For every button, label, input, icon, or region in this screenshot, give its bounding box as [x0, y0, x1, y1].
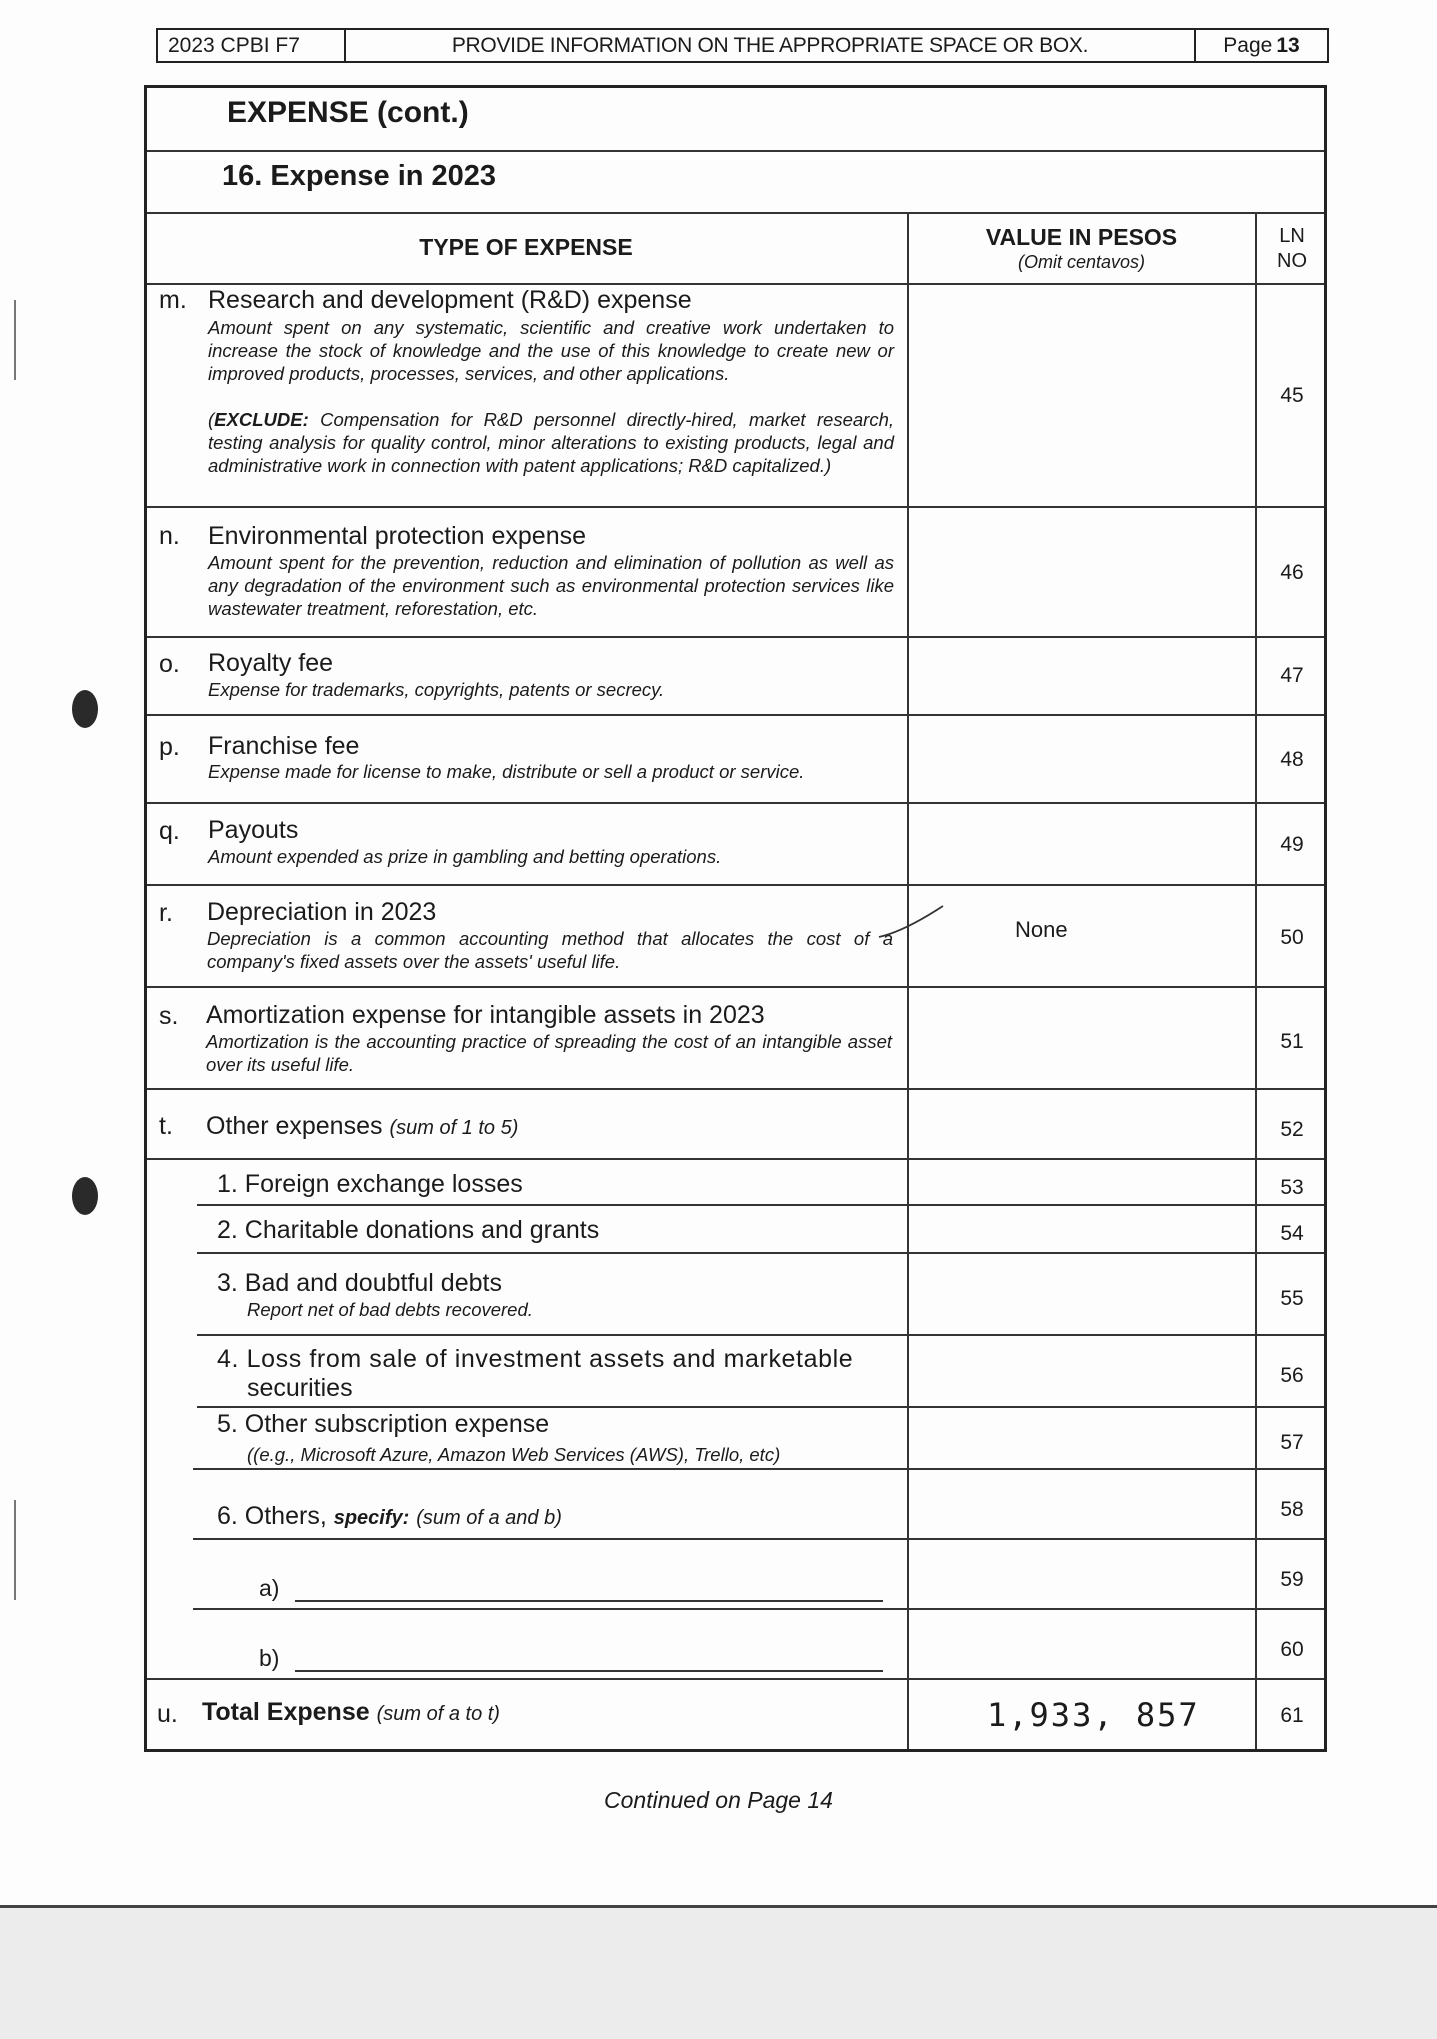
- ln-60: 60: [1280, 1638, 1304, 1661]
- row-title-environmental: Environmental protection expense: [208, 522, 587, 550]
- total-expense-note: (sum of a to t): [376, 1703, 500, 1725]
- others-note: (sum of a and b): [416, 1507, 562, 1529]
- form-id: 2023 CPBI F7: [158, 30, 346, 61]
- row-title-charitable: 2. Charitable donations and grants: [217, 1216, 600, 1244]
- column-header-type: TYPE OF EXPENSE: [419, 234, 633, 260]
- ln-61: 61: [1280, 1704, 1304, 1727]
- row-letter: u.: [157, 1700, 178, 1728]
- instruction-text: PROVIDE INFORMATION ON THE APPROPRIATE SPACE OR BOX.: [346, 30, 1196, 61]
- continued-note: Continued on Page 14: [604, 1787, 833, 1813]
- ln-45: 45: [1280, 384, 1304, 407]
- form-header: [156, 28, 1329, 63]
- page-label: Page: [1223, 33, 1273, 57]
- binder-hole-bottom: [72, 1177, 98, 1215]
- scan-edge-mark: [0, 300, 16, 380]
- value-input-loss-investment[interactable]: [909, 1336, 1253, 1406]
- value-input-payouts[interactable]: [909, 804, 1253, 884]
- row-desc-royalty: Expense for trademarks, copyrights, patents or secrecy.: [208, 679, 665, 700]
- value-input-bad-debts[interactable]: [909, 1254, 1253, 1334]
- column-header-ln: [1257, 224, 1327, 274]
- row-desc-bad-debts: Report net of bad debts recovered.: [247, 1299, 533, 1320]
- ln-47: 47: [1280, 664, 1304, 687]
- ln-52: 52: [1280, 1118, 1304, 1141]
- row-desc-payouts: Amount expended as prize in gambling and betting operations.: [208, 846, 722, 867]
- row-title-payouts: Payouts: [208, 816, 299, 844]
- page-indicator: [1196, 30, 1327, 61]
- divider: [147, 212, 1324, 214]
- value-input-a[interactable]: [909, 1540, 1253, 1608]
- specify-line-a[interactable]: [295, 1600, 883, 1602]
- row-title-bad-debts: 3. Bad and doubtful debts: [217, 1269, 502, 1297]
- ln-51: 51: [1280, 1030, 1304, 1053]
- row-title-others: [217, 1502, 562, 1531]
- others-label: 6. Others,: [217, 1502, 327, 1530]
- other-expenses-note: (sum of 1 to 5): [389, 1117, 519, 1139]
- divider: [147, 283, 1324, 285]
- scan-bottom-edge: [0, 1905, 1437, 2039]
- total-expense-title: Total Expense: [202, 1698, 370, 1726]
- value-input-amortization[interactable]: [909, 988, 1253, 1088]
- row-desc-depreciation: Depreciation is a common accounting method that allocates the cost of a company's fixed assets over the assets' useful life.: [207, 928, 893, 972]
- subscription-examples: (e.g., Microsoft Azure, Amazon Web Services (AWS), Trello, etc): [253, 1444, 781, 1465]
- value-input-other-expenses[interactable]: [909, 1090, 1253, 1158]
- row-letter: q.: [159, 817, 180, 845]
- row-letter: o.: [159, 650, 180, 678]
- row-letter: m.: [159, 286, 187, 314]
- column-header-value: VALUE IN PESOS: [985, 224, 1178, 250]
- value-input-others[interactable]: [909, 1470, 1253, 1538]
- subsection-title: 16. Expense in 2023: [222, 160, 497, 192]
- binder-hole-top: [72, 690, 98, 728]
- scan-edge-mark: [0, 1500, 16, 1600]
- specify-line-b[interactable]: [295, 1670, 883, 1672]
- others-specify: specify:: [333, 1507, 410, 1529]
- row-letter: r.: [159, 899, 173, 927]
- row-desc-subscription: ((e.g., Microsoft Azure, Amazon Web Services (AWS), Trello, etc): [247, 1444, 781, 1465]
- row-label-a: a): [259, 1575, 280, 1601]
- value-input-charitable[interactable]: [909, 1206, 1253, 1252]
- row-divider: [147, 884, 1324, 886]
- exclude-text: Compensation for R&D personnel directly-hired, market research, testing analysis for quality control, minor alterations to existing products, legal and administrative work in connection with patent applications; R&D capitalized.): [208, 409, 894, 476]
- row-title-rd: Research and development (R&D) expense: [208, 286, 692, 314]
- row-title-amortization: Amortization expense for intangible assets in 2023: [206, 1001, 765, 1029]
- ln-58: 58: [1280, 1498, 1304, 1521]
- row-letter: s.: [159, 1002, 179, 1030]
- row-title-loss-investment-cont: securities: [247, 1374, 353, 1402]
- column-header-value-note: (Omit centavos): [1017, 252, 1146, 272]
- ln-46: 46: [1280, 561, 1304, 584]
- ln-59: 59: [1280, 1568, 1304, 1591]
- ln-55: 55: [1280, 1287, 1304, 1310]
- expense-form-table: [144, 85, 1327, 1752]
- handwritten-check-stroke: [877, 903, 947, 943]
- row-desc-rd: Amount spent on any systematic, scientific and creative work undertaken to increase the stock of knowledge and the use of this knowledge to create new or improved products, processes, services, and other applications.: [208, 317, 894, 384]
- row-letter: n.: [159, 522, 180, 550]
- row-title-royalty: Royalty fee: [208, 649, 334, 677]
- value-input-subscription[interactable]: [909, 1408, 1253, 1468]
- value-input-royalty[interactable]: [909, 638, 1253, 714]
- ln-50: 50: [1280, 926, 1304, 949]
- ln-header-line1: LN: [1279, 225, 1305, 247]
- row-label-b: b): [259, 1645, 280, 1671]
- other-expenses-title: Other expenses: [206, 1112, 383, 1140]
- row-divider: [147, 1678, 1324, 1680]
- exclude-label: EXCLUDE:: [214, 409, 309, 430]
- divider: [147, 150, 1324, 152]
- value-input-franchise[interactable]: [909, 716, 1253, 802]
- row-title-total-expense: [202, 1698, 500, 1727]
- ln-54: 54: [1280, 1222, 1304, 1245]
- row-title-other-expenses: [206, 1112, 518, 1141]
- ln-53: 53: [1280, 1176, 1304, 1199]
- ln-48: 48: [1280, 748, 1304, 771]
- value-input-rd[interactable]: [909, 286, 1253, 506]
- row-exclude-rd: (EXCLUDE: Compensation for R&D personnel directly-hired, market research, testing analysis for quality control, minor alterations to existing products, legal and administrative work in connection with patent applications; R&D capitalized.): [208, 409, 894, 476]
- total-expense-value[interactable]: 1,933, 857: [987, 1696, 1200, 1734]
- ln-56: 56: [1280, 1364, 1304, 1387]
- row-title-franchise: Franchise fee: [208, 732, 360, 760]
- page-number: 13: [1276, 33, 1300, 57]
- value-input-b[interactable]: [909, 1610, 1253, 1678]
- row-desc-environmental: Amount spent for the prevention, reduction and elimination of pollution as well as any degradation of the environment such as environmental protection services like wastewater treatment, reforestation, etc.: [208, 552, 894, 619]
- row-title-depreciation: Depreciation in 2023: [207, 898, 437, 926]
- section-title: EXPENSE (cont.): [227, 96, 469, 129]
- row-letter: t.: [159, 1112, 173, 1140]
- row-letter: p.: [159, 733, 180, 761]
- value-input-environmental[interactable]: [909, 508, 1253, 636]
- ln-header-line2: NO: [1277, 250, 1307, 272]
- ln-57: 57: [1280, 1431, 1304, 1454]
- row-title-loss-investment: 4. Loss from sale of investment assets and marketable: [217, 1345, 854, 1373]
- row-desc-franchise: Expense made for license to make, distribute or sell a product or service.: [208, 761, 805, 782]
- value-input-foreign-exchange[interactable]: [909, 1160, 1253, 1204]
- row-title-subscription: 5. Other subscription expense: [217, 1410, 550, 1438]
- row-desc-amortization: Amortization is the accounting practice of spreading the cost of an intangible asset over its useful life.: [206, 1031, 892, 1075]
- ln-49: 49: [1280, 833, 1304, 856]
- depreciation-value[interactable]: None: [1015, 917, 1068, 942]
- row-title-foreign-exchange: 1. Foreign exchange losses: [217, 1170, 523, 1198]
